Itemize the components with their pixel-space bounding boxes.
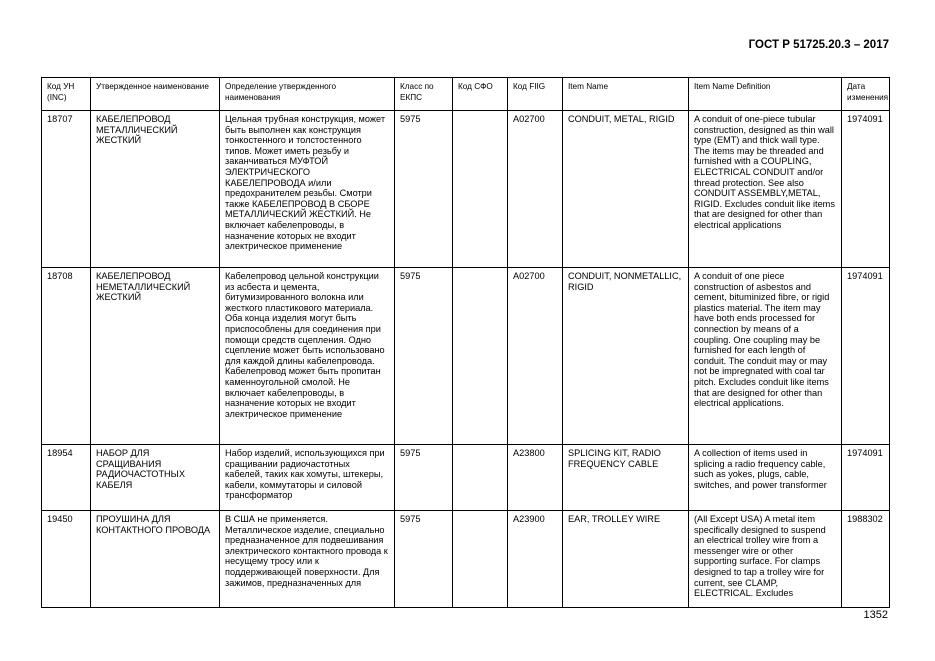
col-header-sfo: Код СФО xyxy=(453,78,508,111)
col-header-item-name: Item Name xyxy=(563,78,689,111)
col-header-item-definition: Item Name Definition xyxy=(689,78,842,111)
table-row xyxy=(42,111,890,268)
cell-definition: Набор изделий, использующихся при сращивании радиочастотных кабелей, таких как хомуты, штекеры, кабели, коммутаторы и силовой трансформатор xyxy=(220,445,395,511)
cell-item-definition: A conduit of one-piece tubular construction, designed as thin wall type (EMT) and thick wall type. The items may be threaded and furnished with a COUPLING, ELECTRICAL CONDUIT and/or thread protection. See also CONDUIT ASSEMBLY,METAL, RIGID. Excludes conduit like items that are designed for other than electrical applications xyxy=(689,111,842,268)
col-header-fiig: Код FIIG xyxy=(508,78,563,111)
col-header-class: Класс по ЕКПС xyxy=(395,78,453,111)
cell-class: 5975 xyxy=(395,268,453,445)
cell-date: 1974091 xyxy=(842,111,890,268)
cell-sfo xyxy=(453,445,508,511)
table-row xyxy=(42,511,890,608)
cell-definition: Цельная трубная конструкция, может быть выполнен как конструкция тонкостенного и толстостенного типов. Может иметь резьбу и заканчиваться МУФТОЙ ЭЛЕКТРИЧЕСКОГО КАБЕЛЕПРОВОДА и/или предохранителем резьбы. Смотри также КАБЕЛЕПРОВОД В СБОРЕ МЕТАЛЛИЧЕСКИЙ ЖЕСТКИЙ. Не включает кабелепроводы, в назначение которых не входит электрическое применение xyxy=(220,111,395,268)
cell-approved-name: КАБЕЛЕПРОВОД МЕТАЛЛИЧЕСКИЙ ЖЕСТКИЙ xyxy=(91,111,220,268)
cell-definition: В США не применяется. Металлическое изделие, специально предназначенное для подвешивания электрического контактного провода к несущему тросу или к поддерживающей поверхности. Для зажимов, предназначенных для xyxy=(220,511,395,608)
table-header-row xyxy=(42,78,890,111)
cell-sfo xyxy=(453,111,508,268)
cell-class: 5975 xyxy=(395,511,453,608)
cell-inc: 19450 xyxy=(42,511,91,608)
cell-fiig: A02700 xyxy=(508,268,563,445)
cell-inc: 18954 xyxy=(42,445,91,511)
cell-class: 5975 xyxy=(395,445,453,511)
cell-approved-name: НАБОР ДЛЯ СРАЩИВАНИЯ РАДИОЧАСТОТНЫХ КАБЕЛЯ xyxy=(91,445,220,511)
cell-inc: 18707 xyxy=(42,111,91,268)
cell-fiig: A23900 xyxy=(508,511,563,608)
cell-date: 1988302 xyxy=(842,511,890,608)
cell-date: 1974091 xyxy=(842,445,890,511)
cell-item-definition: (All Except USA) A metal item specifically designed to suspend an electrical trolley wire from a messenger wire or other supporting surface. For clamps designed to tap a trolley wire for current, see CLAMP, ELECTRICAL. Excludes xyxy=(689,511,842,608)
cell-fiig: A23800 xyxy=(508,445,563,511)
col-header-date: Дата изменения xyxy=(842,78,890,111)
cell-item-name: EAR, TROLLEY WIRE xyxy=(563,511,689,608)
page-number: 1352 xyxy=(863,609,888,621)
col-header-approved-name: Утвержденное наименование xyxy=(91,78,220,111)
col-header-inc: Код УН (INC) xyxy=(42,78,91,111)
cell-class: 5975 xyxy=(395,111,453,268)
cell-approved-name: ПРОУШИНА ДЛЯ КОНТАКТНОГО ПРОВОДА xyxy=(91,511,220,608)
col-header-definition: Определение утвержденного наименования xyxy=(220,78,395,111)
cell-item-definition: A collection of items used in splicing a radio frequency cable, such as yokes, plugs, cable, switches, and power transformer xyxy=(689,445,842,511)
cell-fiig: A02700 xyxy=(508,111,563,268)
cell-inc: 18708 xyxy=(42,268,91,445)
table-row xyxy=(42,268,890,445)
table-row xyxy=(42,445,890,511)
document-standard-header: ГОСТ Р 51725.20.3 – 2017 xyxy=(748,39,889,51)
item-name-table xyxy=(41,77,890,608)
cell-item-name: CONDUIT, NONMETALLIC, RIGID xyxy=(563,268,689,445)
cell-item-definition: A conduit of one piece construction of asbestos and cement, bituminized fibre, or rigid plastics material. The item may have both ends processed for connection by means of a coupling. One coupling may be furnished for each length of conduit. The conduit may or may not be impregnated with coal tar pitch. Excludes conduit like items that are designed for other than electrical applications. xyxy=(689,268,842,445)
cell-approved-name: КАБЕЛЕПРОВОД НЕМЕТАЛЛИЧЕСКИЙ ЖЕСТКИЙ xyxy=(91,268,220,445)
cell-definition: Кабелепровод цельной конструкции из асбеста и цемента, битумизированного волокна или жесткого пластикового материала. Оба конца изделия могут быть приспособлены для соединения при помощи средств сцепления. Одно сцепление может быть использовано для каждой длины кабелепровода. Кабелепровод может быть пропитан каменноугольной смолой. Не включает кабелепроводы, в назначение которых не входит электрическое применение xyxy=(220,268,395,445)
cell-date: 1974091 xyxy=(842,268,890,445)
cell-item-name: CONDUIT, METAL, RIGID xyxy=(563,111,689,268)
cell-item-name: SPLICING KIT, RADIO FREQUENCY CABLE xyxy=(563,445,689,511)
cell-sfo xyxy=(453,511,508,608)
cell-sfo xyxy=(453,268,508,445)
